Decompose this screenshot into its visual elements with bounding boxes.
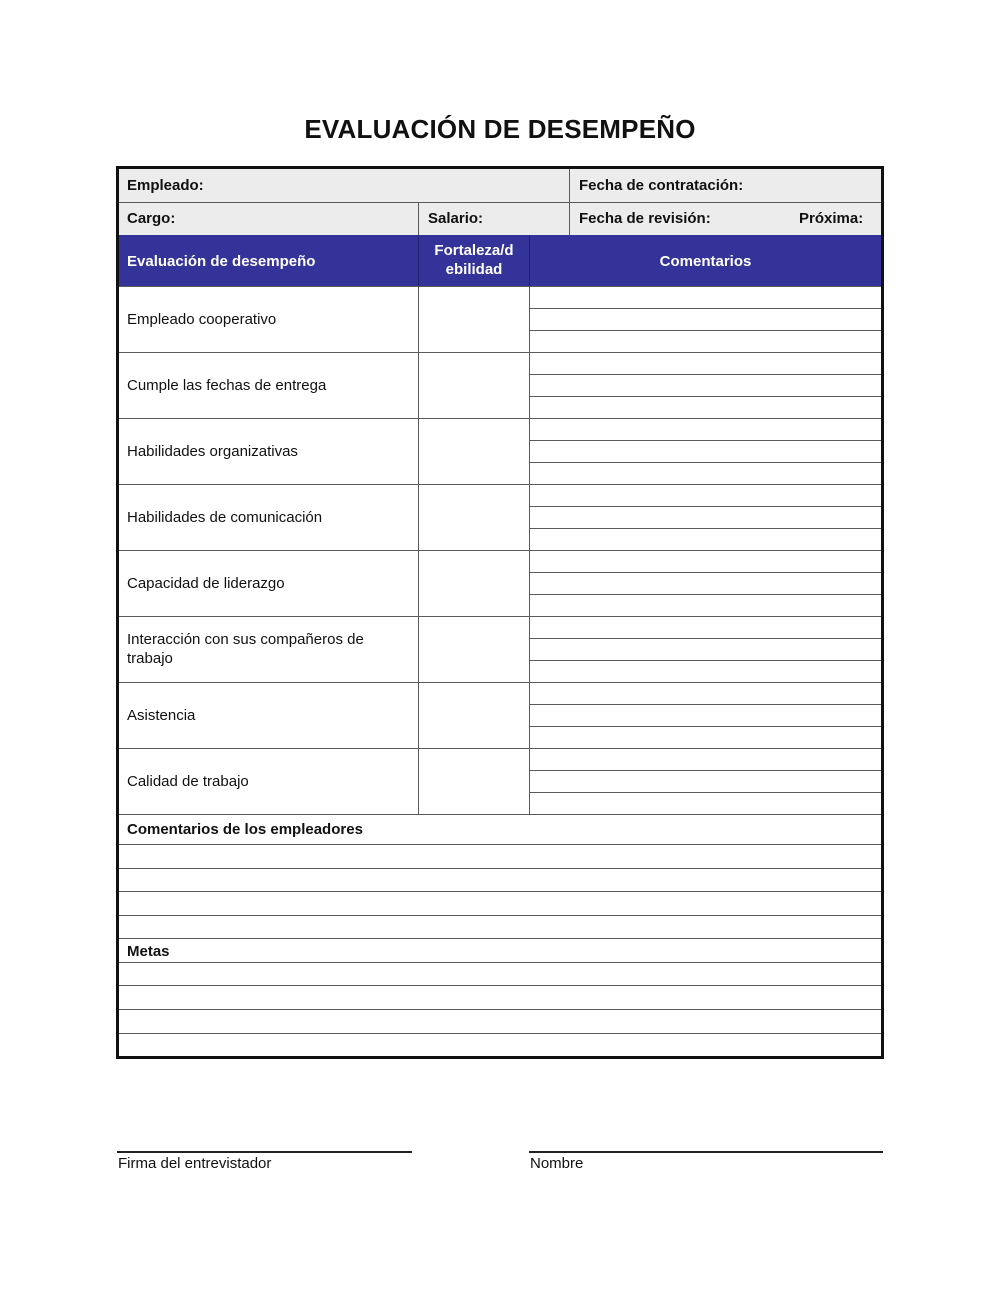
employer-comment-line[interactable] — [119, 869, 881, 891]
goal-line[interactable] — [119, 1034, 881, 1056]
employee-label: Empleado: — [127, 177, 204, 194]
hire-date-label: Fecha de contratación: — [579, 177, 744, 194]
strength-cell[interactable] — [419, 484, 529, 550]
comment-line[interactable] — [530, 330, 881, 352]
divider — [529, 704, 881, 705]
criterion-label: Habilidades organizativas — [127, 443, 298, 460]
comment-line[interactable] — [530, 792, 881, 814]
header-strength-line2: ebilidad — [445, 261, 503, 278]
comment-line[interactable] — [530, 638, 881, 660]
criterion-row — [119, 682, 418, 748]
criterion-row — [119, 352, 418, 418]
divider — [529, 660, 881, 661]
criterion-label: Asistencia — [127, 707, 196, 724]
employer-comment-line[interactable] — [119, 892, 881, 915]
divider — [529, 506, 881, 507]
divider — [529, 726, 881, 727]
header-comments: Comentarios — [659, 253, 752, 270]
comment-line[interactable] — [530, 550, 881, 572]
comment-line[interactable] — [530, 462, 881, 484]
header-strength-weakness — [419, 241, 529, 279]
criterion-row — [119, 418, 418, 484]
interviewer-signature-label: Firma del entrevistador — [118, 1155, 272, 1172]
strength-cell[interactable] — [419, 550, 529, 616]
strength-cell[interactable] — [419, 682, 529, 748]
name-signature-line[interactable] — [529, 1151, 883, 1153]
divider — [529, 396, 881, 397]
divider — [418, 235, 419, 286]
divider — [529, 770, 881, 771]
criterion-label: Calidad de trabajo — [127, 773, 249, 790]
divider — [119, 938, 881, 939]
goals-label: Metas — [127, 943, 170, 960]
goal-line[interactable] — [119, 963, 881, 985]
header-evaluation: Evaluación de desempeño — [127, 253, 316, 270]
divider — [529, 440, 881, 441]
divider — [529, 308, 881, 309]
comment-line[interactable] — [530, 528, 881, 550]
strength-cell[interactable] — [419, 352, 529, 418]
position-label: Cargo: — [127, 210, 176, 227]
comment-line[interactable] — [530, 418, 881, 440]
criterion-label-line1: Interacción con sus compañeros de — [127, 631, 364, 648]
divider — [529, 792, 881, 793]
criterion-row — [119, 286, 418, 352]
strength-cell[interactable] — [419, 748, 529, 814]
comment-line[interactable] — [530, 286, 881, 308]
comment-line[interactable] — [530, 616, 881, 638]
comment-line[interactable] — [530, 770, 881, 792]
page-title: EVALUACIÓN DE DESEMPEÑO — [304, 114, 696, 144]
divider — [418, 203, 419, 235]
next-review-label: Próxima: — [799, 210, 864, 227]
comment-line[interactable] — [530, 594, 881, 616]
comment-line[interactable] — [530, 748, 881, 770]
comment-line[interactable] — [530, 396, 881, 418]
divider — [529, 528, 881, 529]
criterion-label — [127, 630, 364, 668]
criterion-label: Habilidades de comunicación — [127, 509, 323, 526]
criterion-row — [119, 616, 418, 682]
comment-line[interactable] — [530, 572, 881, 594]
header-strength-line1: Fortaleza/d — [434, 242, 514, 259]
criterion-label: Cumple las fechas de entrega — [127, 377, 327, 394]
review-date-label: Fecha de revisión: — [579, 210, 711, 227]
divider — [529, 374, 881, 375]
criterion-label: Empleado cooperativo — [127, 311, 277, 328]
criterion-label-line2: trabajo — [127, 650, 173, 667]
comment-line[interactable] — [530, 704, 881, 726]
divider — [529, 235, 530, 286]
divider — [529, 572, 881, 573]
comment-line[interactable] — [530, 352, 881, 374]
name-label: Nombre — [530, 1155, 584, 1172]
divider — [119, 814, 881, 815]
criterion-row — [119, 484, 418, 550]
divider — [529, 594, 881, 595]
strength-cell[interactable] — [419, 616, 529, 682]
salary-label: Salario: — [428, 210, 484, 227]
criterion-row — [119, 550, 418, 616]
interviewer-signature-line[interactable] — [117, 1151, 412, 1153]
comment-line[interactable] — [530, 308, 881, 330]
divider — [529, 638, 881, 639]
divider — [529, 462, 881, 463]
comment-line[interactable] — [530, 374, 881, 396]
employer-comment-line[interactable] — [119, 916, 881, 938]
comment-line[interactable] — [530, 682, 881, 704]
goal-line[interactable] — [119, 1010, 881, 1033]
comment-line[interactable] — [530, 726, 881, 748]
strength-cell[interactable] — [419, 418, 529, 484]
criterion-label: Capacidad de liderazgo — [127, 575, 285, 592]
strength-cell[interactable] — [419, 286, 529, 352]
criterion-row — [119, 748, 418, 814]
employer-comment-line[interactable] — [119, 845, 881, 868]
comment-line[interactable] — [530, 440, 881, 462]
divider — [529, 330, 881, 331]
comment-line[interactable] — [530, 484, 881, 506]
evaluation-form-table — [116, 166, 884, 1059]
goal-line[interactable] — [119, 986, 881, 1009]
comment-line[interactable] — [530, 660, 881, 682]
comment-line[interactable] — [530, 506, 881, 528]
employer-comments-label: Comentarios de los empleadores — [127, 821, 363, 838]
